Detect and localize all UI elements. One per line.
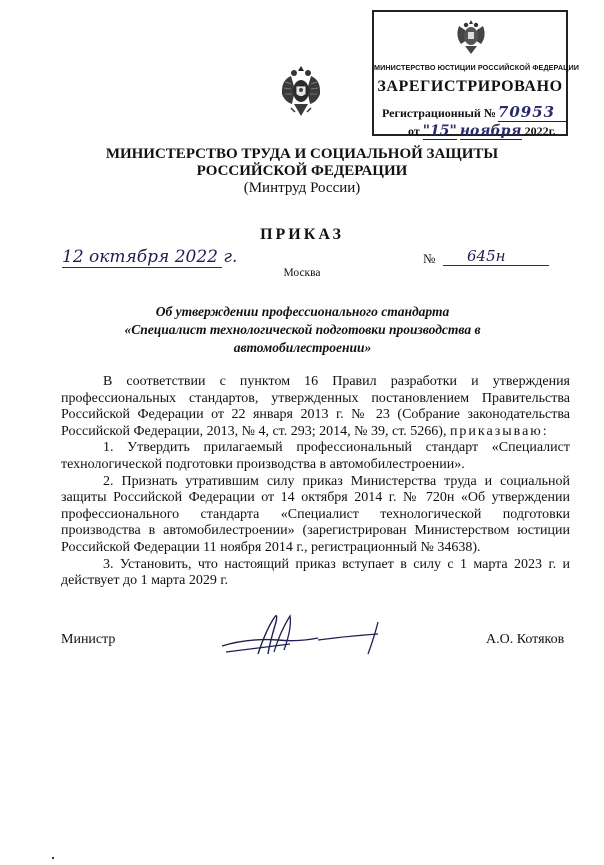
subject-line-3: автомобилестроении» xyxy=(233,340,372,355)
stamp-date-month: ноября xyxy=(459,123,522,139)
preamble-action: приказываю: xyxy=(449,423,549,439)
order-number-label: № xyxy=(423,251,436,266)
registration-stamp xyxy=(372,10,579,139)
stamp-date xyxy=(408,123,556,139)
order-body xyxy=(61,374,570,590)
order-subject xyxy=(110,303,495,357)
preamble-text: В соответствии с пунктом 16 Правил разработки и утверждения профессиональных стандартов, утвержденных постановлением Правительства Российской Федерации от 22 января 2013 г. № 23 (Собрание законодательства Российской Федерации, 2013, № 4, ст. 293; 2014, № 39, ст. 5266), xyxy=(61,374,570,439)
stamp-registered-label: ЗАРЕГИСТРИРОВАНО xyxy=(377,78,563,95)
subject-line-1: Об утверждении профессионального стандарта xyxy=(155,304,450,319)
paragraph-1: 1. Утвердить прилагаемый профессиональный стандарт «Специалист технологической подготовки производства в автомобилестроении». xyxy=(61,440,570,472)
order-date: 12 октября 2022 г. xyxy=(62,247,238,267)
stamp-date-prefix: от xyxy=(408,124,420,138)
handwritten-signature xyxy=(218,608,398,663)
subject-line-2: «Специалист технологической подготовки производства в xyxy=(124,322,481,337)
order-title: ПРИКАЗ xyxy=(260,226,344,243)
order-city: Москва xyxy=(283,267,321,279)
scan-artifact xyxy=(52,857,54,859)
stamp-date-year: 2022г. xyxy=(524,124,556,138)
ministry-name-line-1: МИНИСТЕРСТВО ТРУДА И СОЦИАЛЬНОЙ ЗАЩИТЫ xyxy=(105,146,499,162)
stamp-reg-label: Регистрационный № xyxy=(382,106,496,120)
paragraph-3: 3. Установить, что настоящий приказ вступает в силу с 1 марта 2023 г. и действует до 1 марта 2029 г. xyxy=(61,556,570,589)
ministry-short-name: (Минтруд России) xyxy=(243,180,361,196)
preamble-paragraph xyxy=(61,374,570,440)
stamp-registration-number xyxy=(382,103,568,122)
order-number: 645н xyxy=(443,247,549,266)
ministry-name-line-2: РОССИЙСКОЙ ФЕДЕРАЦИИ xyxy=(196,163,408,179)
stamp-date-day: "15" xyxy=(422,123,457,139)
coat-of-arms-icon xyxy=(279,64,323,120)
paragraph-2: 2. Признать утратившим силу приказ Министерства труда и социальной защиты Российской Федерации от 14 октября 2014 г. № 720н «Об утверждении профессионального стандарта «Специалист технологической подготовки производства в автомобилестроении» (зарегистрирован Министерством юстиции Российской Федерации 11 ноября 2014 г., регистрационный № 34638). xyxy=(61,473,570,555)
signer-name: А.О. Котяков xyxy=(486,632,565,647)
stamp-reg-number-value: 70953 xyxy=(498,103,568,122)
signer-role: Министр xyxy=(61,632,116,647)
stamp-ministry-name: МИНИСТЕРСТВО ЮСТИЦИИ РОССИЙСКОЙ ФЕДЕРАЦИИ xyxy=(374,63,579,72)
coat-of-arms-icon xyxy=(453,16,489,56)
